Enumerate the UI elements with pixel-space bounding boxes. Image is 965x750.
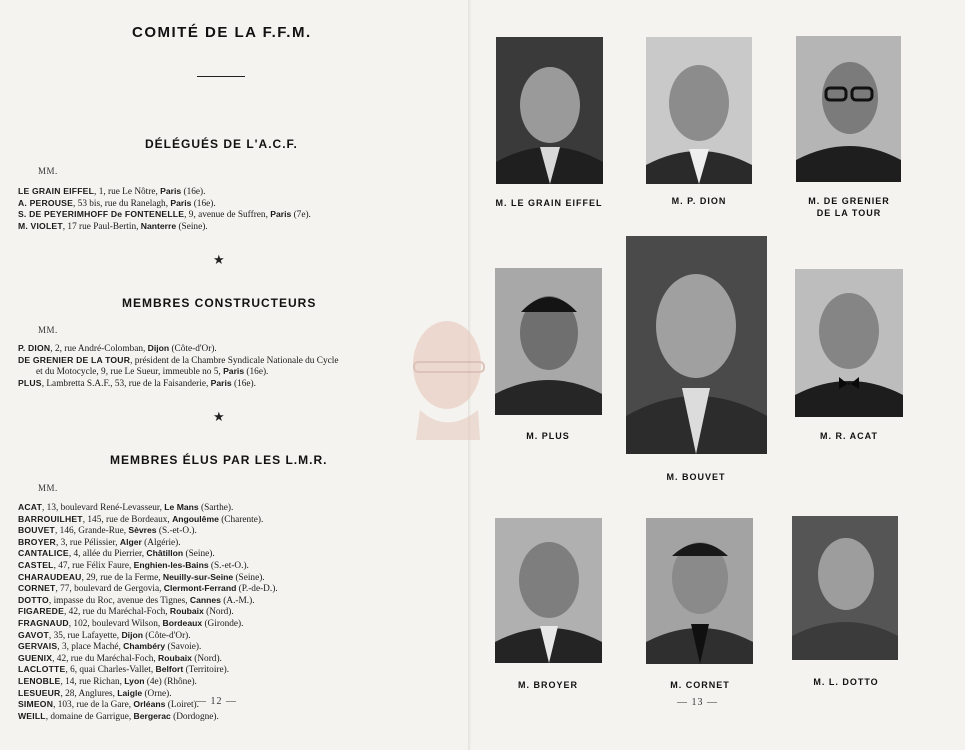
entry-suffix: (Loiret). [165, 700, 199, 711]
entry-city: Roubaix [169, 606, 204, 617]
caption-le-grain-eiffel: M. LE GRAIN EIFFEL [495, 198, 603, 208]
caption-de-grenier-line1: M. DE GRENIER [808, 196, 890, 206]
entry-name: WEILL [18, 710, 46, 721]
address-entry [18, 676, 278, 688]
address-entry [18, 630, 278, 642]
entry-city: Cannes [189, 594, 221, 605]
address-entry [18, 366, 338, 378]
entry-address: , 77, boulevard de Gergovia, [55, 584, 164, 595]
caption-broyer: M. BROYER [517, 680, 578, 690]
address-entry [18, 583, 278, 595]
portrait-r-acat [795, 269, 903, 417]
entry-name: GERVAIS [18, 641, 58, 652]
entry-suffix: (7e). [291, 210, 311, 221]
entry-suffix: (Algérie). [141, 537, 181, 548]
entry-name: FIGAREDE [18, 606, 65, 617]
entry-name: CHARAUDEAU [18, 571, 82, 582]
portrait-cornet [646, 518, 753, 664]
entry-suffix: (16e). [231, 378, 256, 389]
page-title: COMITÉ DE LA F.F.M. [132, 24, 312, 41]
entry-city: Bergerac [133, 710, 171, 721]
address-entry [18, 664, 278, 676]
elus-list [18, 502, 278, 722]
entry-city: Belfort [155, 664, 184, 675]
address-entry [18, 560, 278, 572]
entry-name: BOUVET [18, 525, 56, 536]
entry-name: DE GRENIER DE LA TOUR [18, 354, 131, 365]
entry-address: , 3, place Maché, [57, 642, 124, 653]
portrait-broyer [495, 518, 602, 663]
entry-city: Bordeaux [162, 617, 203, 628]
entry-name: GUENIX [18, 652, 53, 663]
portrait-bouvet [626, 236, 767, 454]
entry-suffix: (16e). [181, 187, 206, 197]
entry-address: , 14, rue Richan, [60, 676, 125, 687]
entry-address: , 42, rue du Maréchal-Foch, [64, 607, 170, 618]
portrait-plus [495, 268, 602, 415]
entry-address: , 1, rue Le Nôtre, [94, 187, 161, 197]
address-entry [18, 502, 278, 514]
entry-suffix: (Seine). [176, 221, 208, 232]
entry-address: , 6, quai Charles-Vallet, [65, 665, 156, 676]
address-entry [18, 711, 278, 723]
entry-name: S. DE PEYERIMHOFF De FONTENELLE [18, 209, 185, 220]
entry-address: , 28, Anglures, [60, 688, 118, 699]
entry-name: LESUEUR [18, 687, 61, 698]
entry-city: Enghien-les-Bains [133, 559, 209, 570]
caption-l-dotto: M. L. DOTTO [813, 677, 879, 687]
entry-name: M. VIOLET [18, 220, 63, 231]
entry-city: Paris [270, 209, 292, 220]
address-entry [18, 641, 278, 653]
page-number-left: — 12 — [196, 696, 237, 707]
address-entry [18, 343, 338, 355]
entry-city: Châtillon [146, 548, 184, 559]
entry-name: CORNET [18, 583, 56, 594]
entry-suffix: (S.-et-O.). [208, 560, 249, 571]
entry-address: , 9, avenue de Suffren, [184, 210, 271, 221]
entry-address: , Lambretta S.A.F., 53, rue de la Faisanderie, [41, 378, 211, 389]
entry-city: Paris [223, 366, 245, 377]
entry-city: Orléans [133, 699, 166, 710]
entry-suffix: (Seine). [233, 572, 265, 583]
section-heading-acf: DÉLÉGUÉS DE L'A.C.F. [145, 137, 298, 151]
entry-suffix: (Dordogne). [170, 711, 219, 722]
entry-suffix: (Seine). [183, 549, 215, 560]
constructeurs-list [18, 343, 338, 389]
entry-suffix: (Nord). [191, 653, 222, 664]
acf-list [18, 186, 311, 232]
entry-suffix: (Nord). [203, 607, 234, 618]
entry-city: Chambéry [123, 641, 166, 652]
entry-address: , 42, rue du Maréchal-Foch, [52, 653, 159, 664]
entry-city: Paris [170, 197, 192, 208]
entry-suffix: (16e). [191, 198, 216, 209]
address-entry [18, 514, 278, 526]
address-entry [18, 198, 311, 210]
address-entry [18, 221, 311, 233]
address-entry [18, 186, 311, 198]
address-entry [18, 548, 278, 560]
section-heading-constructeurs: MEMBRES CONSTRUCTEURS [122, 296, 317, 310]
address-entry [18, 688, 278, 700]
entry-name: LE GRAIN EIFFEL [18, 186, 95, 196]
entry-city: Sèvres [128, 525, 157, 536]
entry-address: , 17 rue Paul-Bertin, [62, 221, 141, 232]
entry-address: , 145, rue de Bordeaux, [82, 514, 173, 525]
star-divider-2: ★ [213, 409, 225, 424]
entry-address: et du Motocycle, 9, rue Le Sueur, immeuble no 5, [36, 367, 224, 378]
entry-city: Angoulême [172, 513, 219, 524]
portrait-l-dotto [792, 516, 898, 660]
caption-de-grenier-line2: DE LA TOUR [816, 208, 882, 218]
right-page [470, 0, 965, 750]
mm-label-elus: MM. [38, 483, 58, 493]
entry-name: A. PEROUSE [18, 197, 74, 208]
title-rule [197, 76, 245, 77]
entry-name: GAVOT [18, 629, 49, 640]
entry-suffix: (Côte-d'Or). [142, 630, 191, 641]
entry-address: , 146, Grande-Rue, [55, 526, 129, 537]
entry-name: PLUS [18, 377, 42, 388]
caption-r-acat: M. R. ACAT [820, 431, 878, 441]
entry-city: Laigle [117, 687, 143, 698]
mm-label-acf: MM. [38, 166, 58, 176]
entry-suffix: (Gironde). [202, 618, 244, 629]
star-divider-1: ★ [213, 252, 225, 267]
entry-name: P. DION [18, 343, 51, 353]
entry-address: , président de la Chambre Syndicale Nationale du Cycle [130, 355, 339, 366]
entry-name: DOTTO [18, 594, 49, 605]
entry-address: , 29, rue de la Ferme, [81, 572, 163, 583]
caption-p-dion: M. P. DION [671, 196, 727, 206]
mm-label-constructeurs: MM. [38, 325, 58, 335]
portrait-p-dion [646, 37, 752, 184]
entry-name: CASTEL [18, 559, 54, 570]
entry-city: Clermont-Ferrand [163, 583, 237, 594]
entry-name: FRAGNAUD [18, 617, 69, 628]
entry-address: , 47, rue Félix Faure, [53, 560, 134, 571]
entry-address: , 2, rue André-Colomban, [50, 344, 148, 354]
address-entry [18, 572, 278, 584]
entry-suffix: (A.-M.). [220, 595, 255, 606]
address-entry [18, 699, 278, 711]
entry-name: ACAT [18, 502, 43, 512]
address-entry [18, 595, 278, 607]
address-entry [18, 525, 278, 537]
address-entry [18, 537, 278, 549]
portrait-de-grenier-de-la-tour [796, 36, 901, 182]
address-entry [18, 209, 311, 221]
entry-address: , 13, boulevard René-Levasseur, [42, 503, 165, 513]
entry-city: Le Mans [164, 502, 199, 512]
entry-city: Neuilly-sur-Seine [162, 571, 234, 582]
entry-suffix: (P.-de-D.). [236, 584, 278, 595]
section-heading-elus: MEMBRES ÉLUS PAR LES L.M.R. [110, 453, 328, 467]
address-entry [18, 653, 278, 665]
address-entry [18, 378, 338, 390]
entry-address: , 35, rue Lafayette, [48, 630, 122, 641]
caption-plus: M. PLUS [526, 431, 570, 441]
entry-suffix: (Sarthe). [198, 503, 234, 513]
entry-name: SIMEON [18, 699, 54, 710]
entry-suffix: (Charente). [218, 514, 264, 525]
entry-address: , 3, rue Pélissier, [55, 537, 120, 548]
entry-name: LACLOTTE [18, 664, 66, 675]
entry-address: , 4, allée du Pierrier, [68, 549, 147, 560]
address-entry [18, 355, 338, 367]
entry-suffix: (Côte-d'Or). [169, 344, 217, 354]
entry-city: Paris [160, 186, 182, 196]
entry-city: Lyon [124, 675, 145, 686]
entry-name: LENOBLE [18, 675, 61, 686]
entry-suffix: (Savoie). [165, 642, 202, 653]
entry-address: , 103, rue de la Gare, [53, 700, 134, 711]
caption-bouvet: M. BOUVET [666, 472, 726, 482]
entry-suffix: (16e). [244, 367, 269, 378]
address-entry [18, 618, 278, 630]
entry-name: BROYER [18, 536, 56, 547]
entry-name: CANTALICE [18, 548, 69, 559]
entry-city: Dijon [147, 343, 170, 353]
entry-address: , 53 bis, rue du Ranelagh, [73, 198, 171, 209]
entry-suffix: (Orne). [142, 688, 172, 699]
entry-suffix: (4e) (Rhône). [144, 676, 197, 687]
entry-city: Paris [210, 377, 232, 388]
portrait-le-grain-eiffel [496, 37, 603, 184]
entry-address: , impasse du Roc, avenue des Tignes, [48, 595, 190, 606]
entry-city: Roubaix [158, 652, 192, 663]
entry-address: , 102, boulevard Wilson, [68, 618, 163, 629]
entry-name: BARROUILHET [18, 513, 83, 524]
caption-cornet: M. CORNET [670, 680, 730, 690]
entry-suffix: (S.-et-O.). [156, 526, 197, 537]
page-number-right: — 13 — [677, 697, 718, 708]
entry-city: Dijon [121, 629, 143, 640]
entry-city: Alger [119, 536, 142, 547]
entry-address: , domaine de Garrigue, [45, 711, 134, 722]
entry-city: Nanterre [140, 220, 177, 231]
entry-suffix: (Territoire). [183, 665, 230, 676]
address-entry [18, 606, 278, 618]
